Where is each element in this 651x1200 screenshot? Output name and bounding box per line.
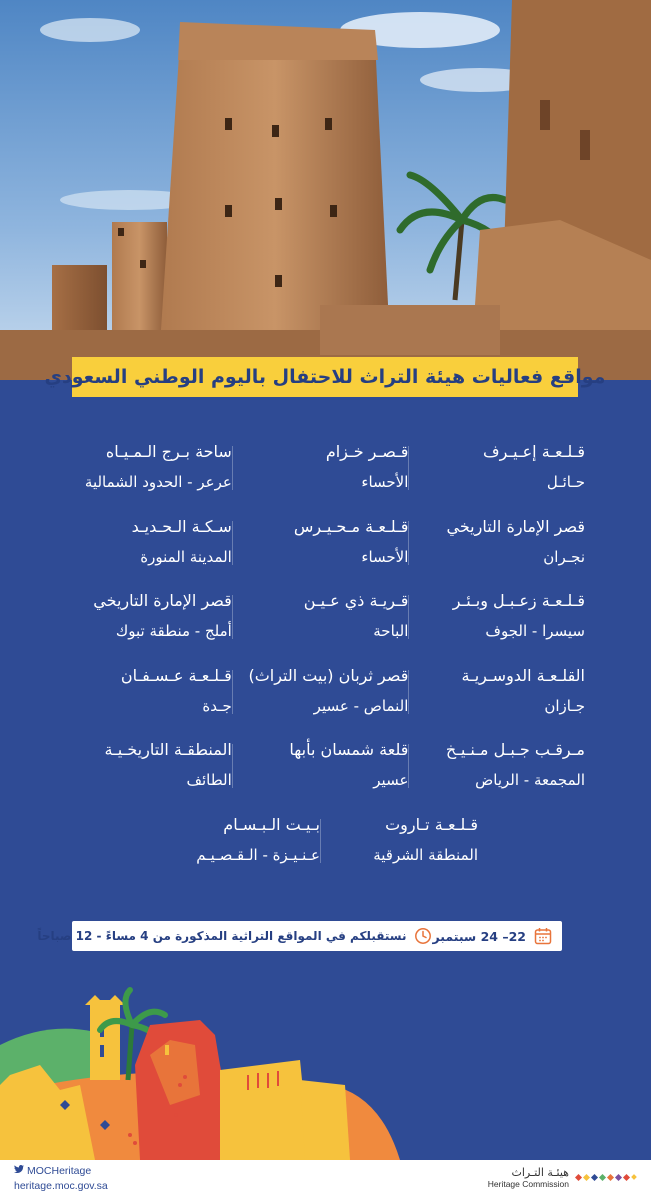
site-region: الطائف bbox=[186, 771, 232, 789]
site-region: حـائـل bbox=[546, 473, 585, 491]
logo-text-ar: هيئـة التـراث bbox=[511, 1166, 569, 1179]
site-region: المدينة المنورة bbox=[140, 547, 232, 566]
heritage-fort-illustration bbox=[0, 0, 651, 380]
calendar-icon bbox=[534, 927, 552, 945]
site-region: نجـران bbox=[543, 547, 585, 566]
site-region: سيسرا - الجوف bbox=[485, 622, 585, 640]
handle-text: MOCHeritage bbox=[27, 1165, 92, 1177]
site-name: قصر الإمارة التاريخي bbox=[446, 516, 585, 536]
site-name: القلـعـة الدوسـريـة bbox=[461, 665, 585, 685]
site-region: الأحساء bbox=[361, 547, 409, 566]
twitter-icon bbox=[14, 1165, 24, 1174]
site-item bbox=[55, 440, 232, 515]
clock-icon bbox=[414, 927, 432, 945]
site-item bbox=[55, 738, 232, 813]
site-item bbox=[408, 738, 585, 813]
site-region: جـدة bbox=[202, 696, 232, 715]
site-name: قـلـعـة مـحـيـرس bbox=[293, 516, 409, 536]
site-region: جـازان bbox=[544, 696, 585, 715]
site-name: قـريـة ذي عـيـن bbox=[303, 591, 409, 610]
site-region: عـنـيـزة - الـقـصـيـم bbox=[196, 845, 320, 864]
site-item bbox=[408, 664, 585, 739]
site-name: سـكـة الـحـديـد bbox=[131, 516, 232, 536]
site-item bbox=[162, 813, 320, 893]
site-region: المجمعة - الرياض bbox=[475, 771, 585, 789]
site-item bbox=[408, 515, 585, 590]
site-name: قـصـر خـزام bbox=[325, 442, 409, 461]
sites-row bbox=[55, 813, 585, 893]
logo-text-en: Heritage Commission bbox=[487, 1179, 569, 1189]
site-item bbox=[55, 515, 232, 590]
site-item bbox=[55, 664, 232, 739]
site-name: ساحة بـرج الـمـيـاه bbox=[105, 442, 232, 461]
site-name: قلعة شمسان بأبها bbox=[289, 740, 409, 759]
site-item bbox=[232, 589, 409, 664]
site-name: قـلـعـة عـسـفـان bbox=[120, 665, 232, 685]
social-handle[interactable] bbox=[14, 1165, 91, 1177]
heritage-commission-logo bbox=[488, 1166, 637, 1190]
site-item bbox=[232, 664, 409, 739]
decorative-heritage-artwork bbox=[0, 985, 651, 1160]
title-banner bbox=[44, 357, 606, 397]
sites-row bbox=[55, 515, 585, 590]
sites-row bbox=[55, 738, 585, 813]
site-name: قـلـعـة إعـيـرف bbox=[483, 442, 585, 461]
hero-photo bbox=[0, 0, 651, 380]
site-region: الأحساء bbox=[361, 473, 409, 491]
site-item bbox=[232, 440, 409, 515]
site-name: المنطقـة التاريخـيـة bbox=[104, 740, 232, 759]
site-region: عسير bbox=[373, 771, 409, 789]
site-item bbox=[408, 589, 585, 664]
site-region: المنطقة الشرقية bbox=[373, 845, 478, 864]
logo-mark-icon bbox=[575, 1167, 637, 1189]
site-name: بـيـت الـبـسـام bbox=[223, 814, 320, 834]
website-link[interactable]: heritage.moc.gov.sa bbox=[14, 1180, 108, 1192]
site-name: قـلـعـة زعـبـل وبـئـر bbox=[452, 591, 585, 610]
site-item bbox=[232, 515, 409, 590]
site-item bbox=[320, 813, 478, 893]
site-region: الباحة bbox=[373, 622, 409, 640]
site-region: أملج - منطقة تبوك bbox=[115, 622, 232, 640]
sites-row bbox=[55, 440, 585, 515]
sites-row bbox=[55, 589, 585, 664]
site-region: عرعر - الحدود الشمالية bbox=[84, 473, 232, 491]
site-item bbox=[232, 738, 409, 813]
event-hours: نستقبلكم في المواقع التراثية المذكورة من 4 مساءً - 12 صباحاً bbox=[37, 929, 407, 943]
page-title: مواقع فعاليات هيئة التراث للاحتفال باليوم الوطني السعودي bbox=[44, 366, 606, 388]
event-info-bar bbox=[37, 921, 562, 951]
sites-grid bbox=[55, 440, 585, 893]
site-item bbox=[55, 589, 232, 664]
site-region: النماص - عسير bbox=[313, 696, 409, 715]
sites-row bbox=[55, 664, 585, 739]
site-name: مـرقـب جـبـل مـنـيـخ bbox=[445, 740, 585, 759]
footer bbox=[0, 1160, 651, 1200]
site-name: قصر الإمارة التاريخي bbox=[93, 591, 232, 610]
event-dates: 22– 24 سبتمبر bbox=[432, 928, 526, 944]
site-name: قـلـعـة تـاروت bbox=[385, 814, 478, 834]
site-item bbox=[408, 440, 585, 515]
site-name: قصر ثربان (بيت التراث) bbox=[248, 665, 409, 685]
